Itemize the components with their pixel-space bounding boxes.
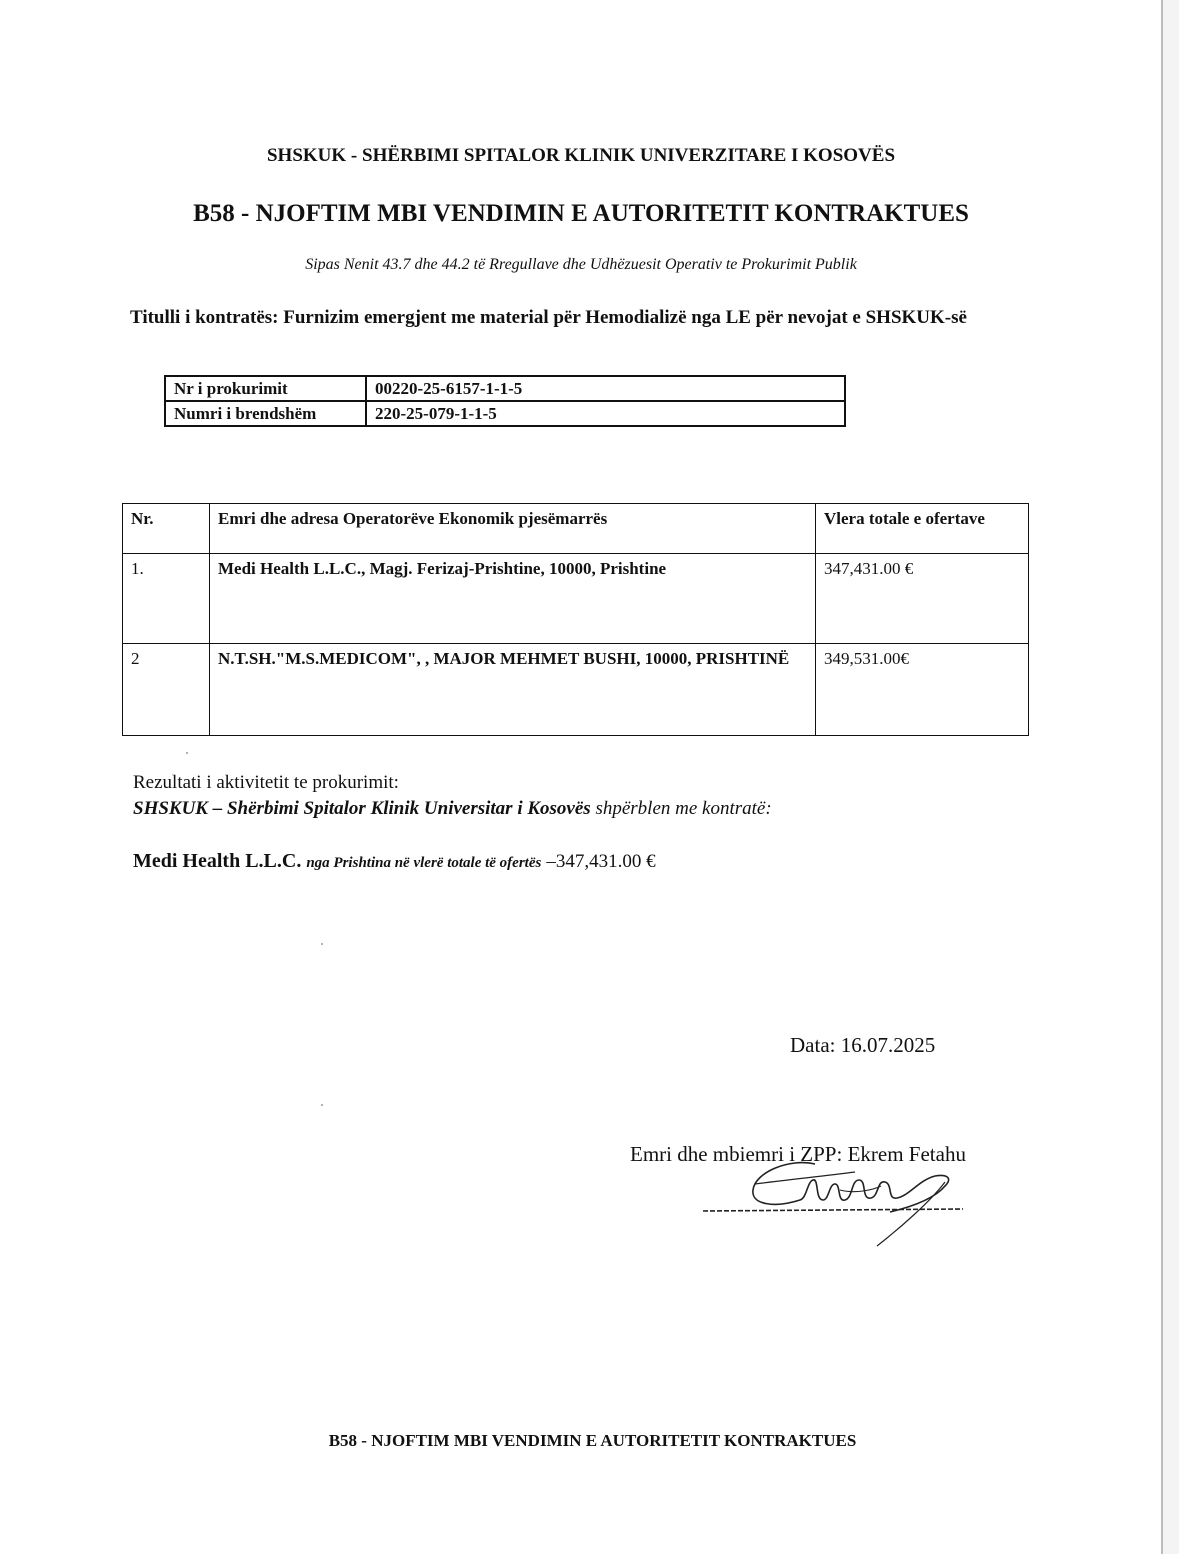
header-nr: Nr. [123, 504, 210, 554]
row-operator: Medi Health L.L.C., Magj. Ferizaj-Prishtine, 10000, Prishtine [210, 554, 816, 644]
row-nr: 1. [123, 554, 210, 644]
contract-title [130, 304, 1010, 331]
table-row [165, 401, 845, 426]
scanner-edge-line [1161, 0, 1163, 1554]
contract-title-value: Furnizim emergjent me material për Hemodializë nga LE për nevojat e SHSKUK-së [283, 307, 967, 328]
signatory-name: Emri dhe mbiemri i ZPP: Ekrem Fetahu [630, 1142, 966, 1166]
handwritten-signature [695, 1150, 975, 1250]
table-header-row [123, 504, 1029, 554]
winner-description: nga Prishtina në vlerë totale të ofertës [306, 855, 542, 871]
procurement-number-value: 00220-25-6157-1-1-5 [366, 376, 845, 401]
page-edge [1163, 0, 1179, 1554]
header-value: Vlera totale e ofertave [816, 504, 1029, 554]
contract-title-label: Titulli i kontratës: [130, 307, 279, 328]
offers-table [122, 503, 1029, 736]
document-title: B58 - NJOFTIM MBI VENDIMIN E AUTORITETIT KONTRAKTUES [193, 200, 969, 227]
winner-amount: –347,431.00 € [546, 851, 656, 872]
legal-basis: Sipas Nenit 43.7 dhe 44.2 të Rregullave dhe Udhëzuesit Operativ te Prokurimit Publik [305, 256, 857, 273]
award-action: shpërblen me kontratë: [590, 798, 772, 819]
result-label: Rezultati i aktivitetit te prokurimit: [133, 772, 399, 793]
winner-line [133, 850, 656, 873]
row-operator: N.T.SH."M.S.MEDICOM", , MAJOR MEHMET BUSHI, 10000, PRISHTINË [210, 644, 816, 736]
scan-speck [321, 1104, 323, 1106]
table-row [123, 644, 1029, 736]
result-statement [133, 798, 772, 820]
row-value: 347,431.00 € [816, 554, 1029, 644]
procurement-identifiers-table [164, 375, 846, 427]
scan-speck [321, 943, 323, 945]
internal-number-label: Numri i brendshëm [165, 401, 366, 426]
header-operator: Emri dhe adresa Operatorëve Ekonomik pjesëmarrës [210, 504, 816, 554]
row-nr: 2 [123, 644, 210, 736]
winner-name: Medi Health L.L.C. [133, 850, 302, 872]
organization-name: SHSKUK - SHËRBIMI SPITALOR KLINIK UNIVERZITARE I KOSOVËS [266, 145, 896, 166]
scan-speck [186, 752, 188, 754]
document-date: Data: 16.07.2025 [790, 1033, 936, 1057]
internal-number-value: 220-25-079-1-1-5 [366, 401, 845, 426]
procurement-number-label: Nr i prokurimit [165, 376, 366, 401]
row-value: 349,531.00€ [816, 644, 1029, 736]
footer-title: B58 - NJOFTIM MBI VENDIMIN E AUTORITETIT KONTRAKTUES [328, 1431, 857, 1450]
table-row [165, 376, 845, 401]
table-row [123, 554, 1029, 644]
awarding-authority: SHSKUK – Shërbimi Spitalor Klinik Universitar i Kosovës [133, 798, 591, 819]
